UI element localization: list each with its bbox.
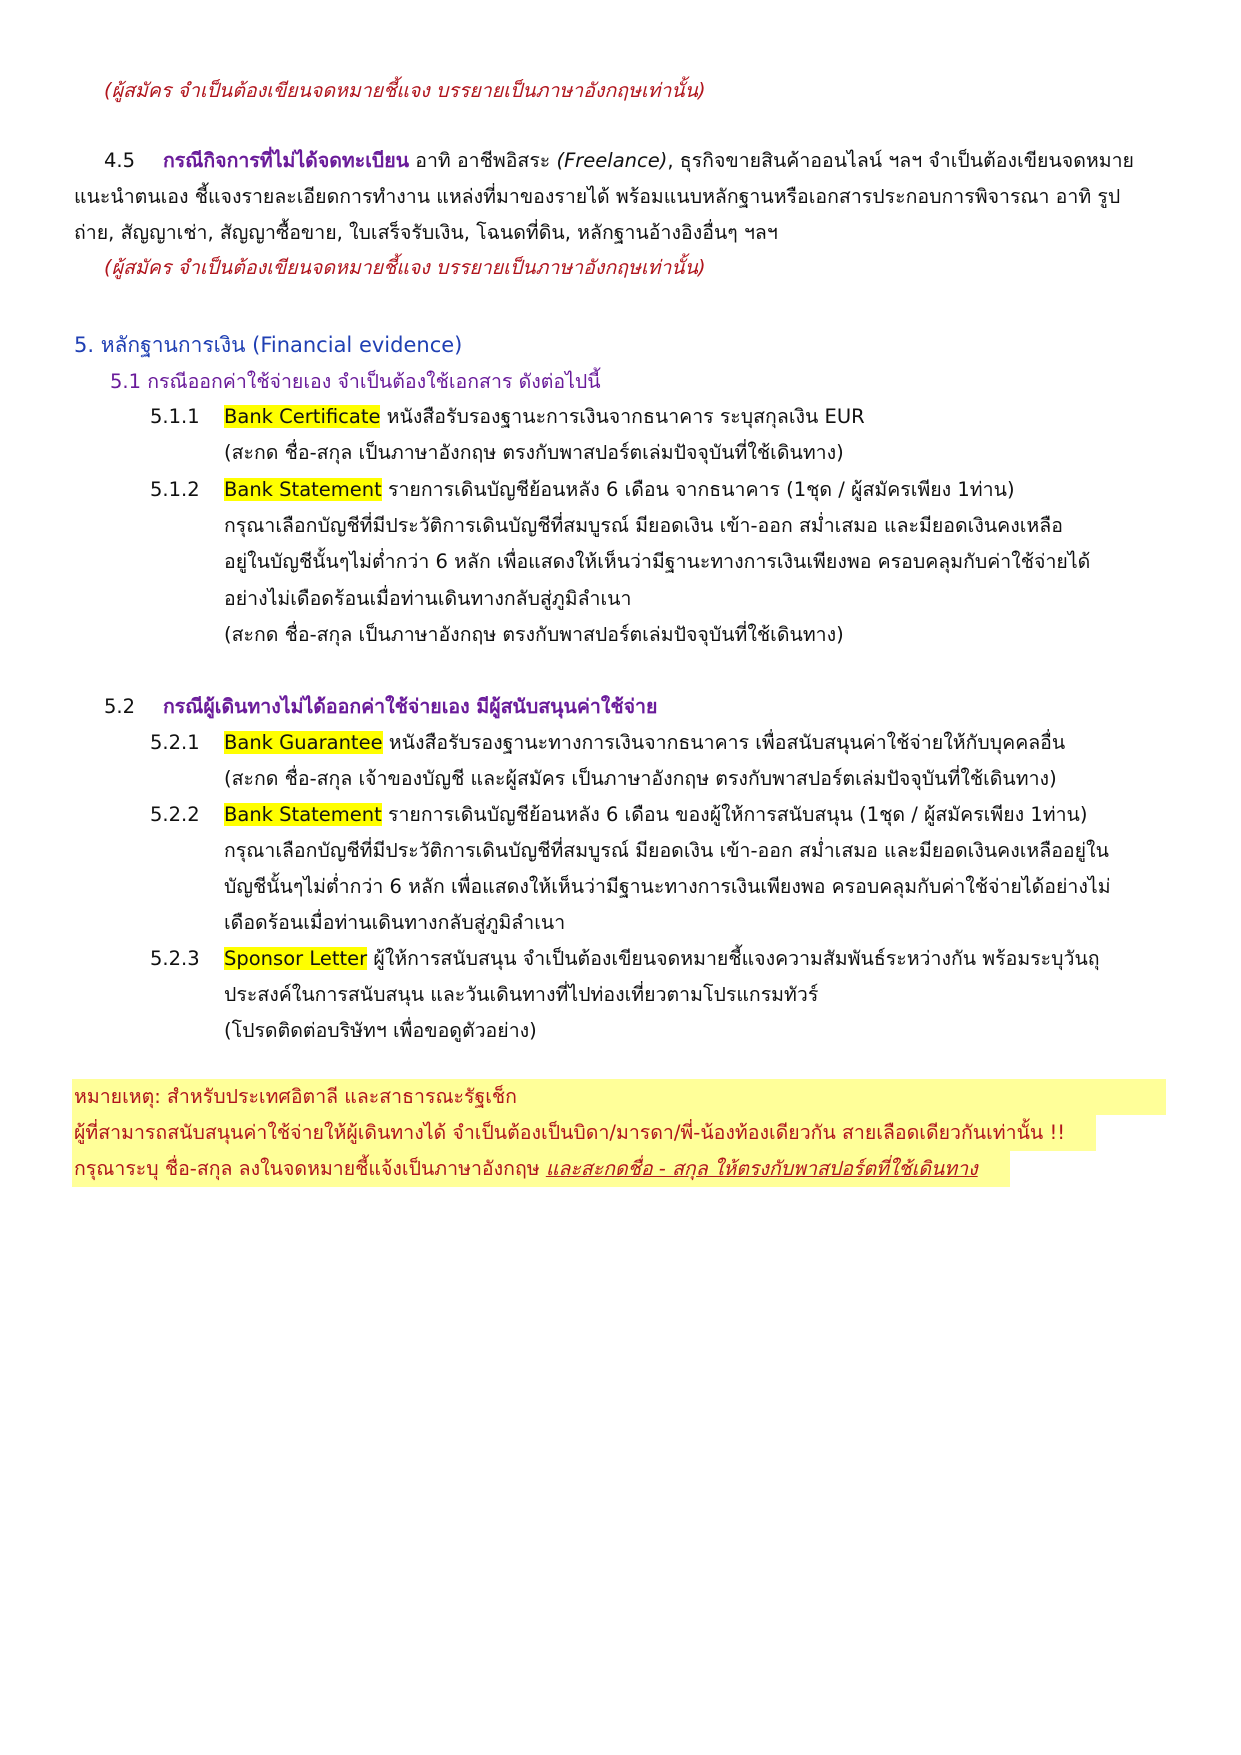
bank-guarantee-highlight: Bank Guarantee [224, 731, 383, 754]
section-4-5-text-a: อาทิ อาชีพอิสระ [409, 149, 557, 172]
bank-certificate-highlight: Bank Certificate [224, 405, 381, 428]
item-5-1-2-line-1 [224, 475, 1015, 505]
section-5-2-number: 5.2 [104, 695, 136, 718]
section-5-1-title: 5.1 กรณีออกค่าใช้จ่ายเอง จำเป็นต้องใช้เอกสาร ดังต่อไปนี้ [110, 370, 601, 393]
remark-line-3-text: กรุณาระบุ ชื่อ-สกุล ลงในจดหมายชี้แจ้งเป็นภาษาอังกฤษ [74, 1157, 546, 1180]
item-5-1-1-number: 5.1.1 [150, 405, 200, 428]
section-5-heading: 5. หลักฐานการเงิน (Financial evidence) [74, 333, 463, 357]
remark-line-3-underlined: และสะกดชื่อ - สกุล ให้ตรงกับพาสปอร์ตที่ใช้เดินทาง [545, 1157, 978, 1180]
item-5-2-1-text: หนังสือรับรองฐานะทางการเงินจากธนาคาร เพื่อสนับสนุนค่าใช้จ่ายให้กับบุคคลอื่น [382, 731, 1066, 754]
applicant-note-top: (ผู้สมัคร จำเป็นต้องเขียนจดหมายชี้แจง บรรยายเป็นภาษาอังกฤษเท่านั้น) [104, 79, 706, 102]
section-4-5-note: (ผู้สมัคร จำเป็นต้องเขียนจดหมายชี้แจง บรรยายเป็นภาษาอังกฤษเท่านั้น) [104, 256, 706, 279]
item-5-2-3-text: ผู้ให้การสนับสนุน จำเป็นต้องเขียนจดหมายชี้แจงความสัมพันธ์ระหว่างกัน พร้อมระบุวันถุ [367, 947, 1100, 970]
item-5-2-2-line-1 [224, 800, 1087, 830]
sponsor-bank-statement-highlight: Bank Statement [224, 803, 382, 826]
item-5-2-2-text: รายการเดินบัญชีย้อนหลัง 6 เดือน ของผู้ให้การสนับสนุน (1ชุด / ผู้สมัครเพียง 1ท่าน) [381, 803, 1088, 826]
item-5-1-2-line-4: อย่างไม่เดือดร้อนเมื่อท่านเดินทางกลับสู่ภูมิลำเนา [224, 587, 632, 610]
item-5-1-1-line-2: (สะกด ชื่อ-สกุล เป็นภาษาอังกฤษ ตรงกับพาสปอร์ตเล่มปัจจุบันที่ใช้เดินทาง) [224, 441, 844, 464]
item-5-2-3-line-2: ประสงค์ในการสนับสนุน และวันเดินทางที่ไปท่องเที่ยวตามโปรแกรมทัวร์ [224, 983, 819, 1006]
item-5-1-1-text: หนังสือรับรองฐานะการเงินจากธนาคาร ระบุสกุลเงิน EUR [380, 405, 865, 428]
section-4-5-line-2: แนะนำตนเอง ชี้แจงรายละเอียดการทำงาน แหล่งที่มาของรายได้ พร้อมแนบหลักฐานหรือเอกสารประกอบการพิจารณา อาทิ รูป [74, 185, 1121, 208]
section-4-5-line-3: ถ่าย, สัญญาเช่า, สัญญาซื้อขาย, ใบเสร็จรับเงิน, โฉนดที่ดิน, หลักฐานอ้างอิงอื่นๆ ฯลฯ [74, 221, 778, 244]
remark-line-3 [74, 1154, 978, 1184]
item-5-2-3-number: 5.2.3 [150, 947, 200, 970]
item-5-1-1-line-1 [224, 402, 865, 432]
section-5-2-title: กรณีผู้เดินทางไม่ได้ออกค่าใช้จ่ายเอง มีผู้สนับสนุนค่าใช้จ่าย [163, 695, 658, 718]
section-4-5-title: กรณีกิจการที่ไม่ได้จดทะเบียน [163, 149, 410, 172]
section-4-5-line-1 [163, 146, 1134, 176]
item-5-2-2-line-4: เดือดร้อนเมื่อท่านเดินทางกลับสู่ภูมิลำเนา [224, 911, 566, 934]
remark-line-1: หมายเหตุ: สำหรับประเทศอิตาลี และสาธารณะรัฐเช็ก [74, 1085, 517, 1108]
item-5-2-3-line-3: (โปรดติดต่อบริษัทฯ เพื่อขอดูตัวอย่าง) [224, 1019, 537, 1042]
item-5-1-2-line-2: กรุณาเลือกบัญชีที่มีประวัติการเดินบัญชีที่สมบูรณ์ มียอดเงิน เข้า-ออก สม่ำเสมอ และมียอดเงินคงเหลือ [224, 514, 1063, 537]
section-4-5-freelance: (Freelance) [556, 149, 668, 172]
item-5-1-2-line-5: (สะกด ชื่อ-สกุล เป็นภาษาอังกฤษ ตรงกับพาสปอร์ตเล่มปัจจุบันที่ใช้เดินทาง) [224, 623, 844, 646]
item-5-2-2-number: 5.2.2 [150, 803, 200, 826]
item-5-2-2-line-3: บัญชีนั้นๆไม่ต่ำกว่า 6 หลัก เพื่อแสดงให้เห็นว่ามีฐานะทางการเงินเพียงพอ ครอบคลุมกับค่าใช้จ่ายได้อย่างไม่ [224, 875, 1111, 898]
item-5-2-1-line-2: (สะกด ชื่อ-สกุล เจ้าของบัญชี และผู้สมัคร เป็นภาษาอังกฤษ ตรงกับพาสปอร์ตเล่มปัจจุบันที่ใช้เดินทาง) [224, 767, 1057, 790]
item-5-2-1-line-1 [224, 728, 1065, 758]
remark-line-2: ผู้ที่สามารถสนับสนุนค่าใช้จ่ายให้ผู้เดินทางได้ จำเป็นต้องเป็นบิดา/มารดา/พี่-น้องท้องเดียวกัน สายเลือดเดียวกันเท่านั้น !! [74, 1121, 1066, 1144]
sponsor-letter-highlight: Sponsor Letter [224, 947, 368, 970]
item-5-1-2-text: รายการเดินบัญชีย้อนหลัง 6 เดือน จากธนาคาร (1ชุด / ผู้สมัครเพียง 1ท่าน) [381, 478, 1015, 501]
item-5-2-2-line-2: กรุณาเลือกบัญชีที่มีประวัติการเดินบัญชีที่สมบูรณ์ มียอดเงิน เข้า-ออก สม่ำเสมอ และมียอดเงินคงเหลืออยู่ใน [224, 839, 1109, 862]
item-5-1-2-number: 5.1.2 [150, 478, 200, 501]
section-4-5-text-c: , ธุรกิจขายสินค้าออนไลน์ ฯลฯ จำเป็นต้องเขียนจดหมาย [667, 149, 1134, 172]
bank-statement-highlight: Bank Statement [224, 478, 382, 501]
item-5-1-2-line-3: อยู่ในบัญชีนั้นๆไม่ต่ำกว่า 6 หลัก เพื่อแสดงให้เห็นว่ามีฐานะทางการเงินเพียงพอ ครอบคลุมกับค่าใช้จ่ายได้ [224, 550, 1091, 573]
item-5-2-1-number: 5.2.1 [150, 731, 200, 754]
item-5-2-3-line-1 [224, 944, 1100, 974]
section-4-5-number: 4.5 [104, 149, 136, 172]
